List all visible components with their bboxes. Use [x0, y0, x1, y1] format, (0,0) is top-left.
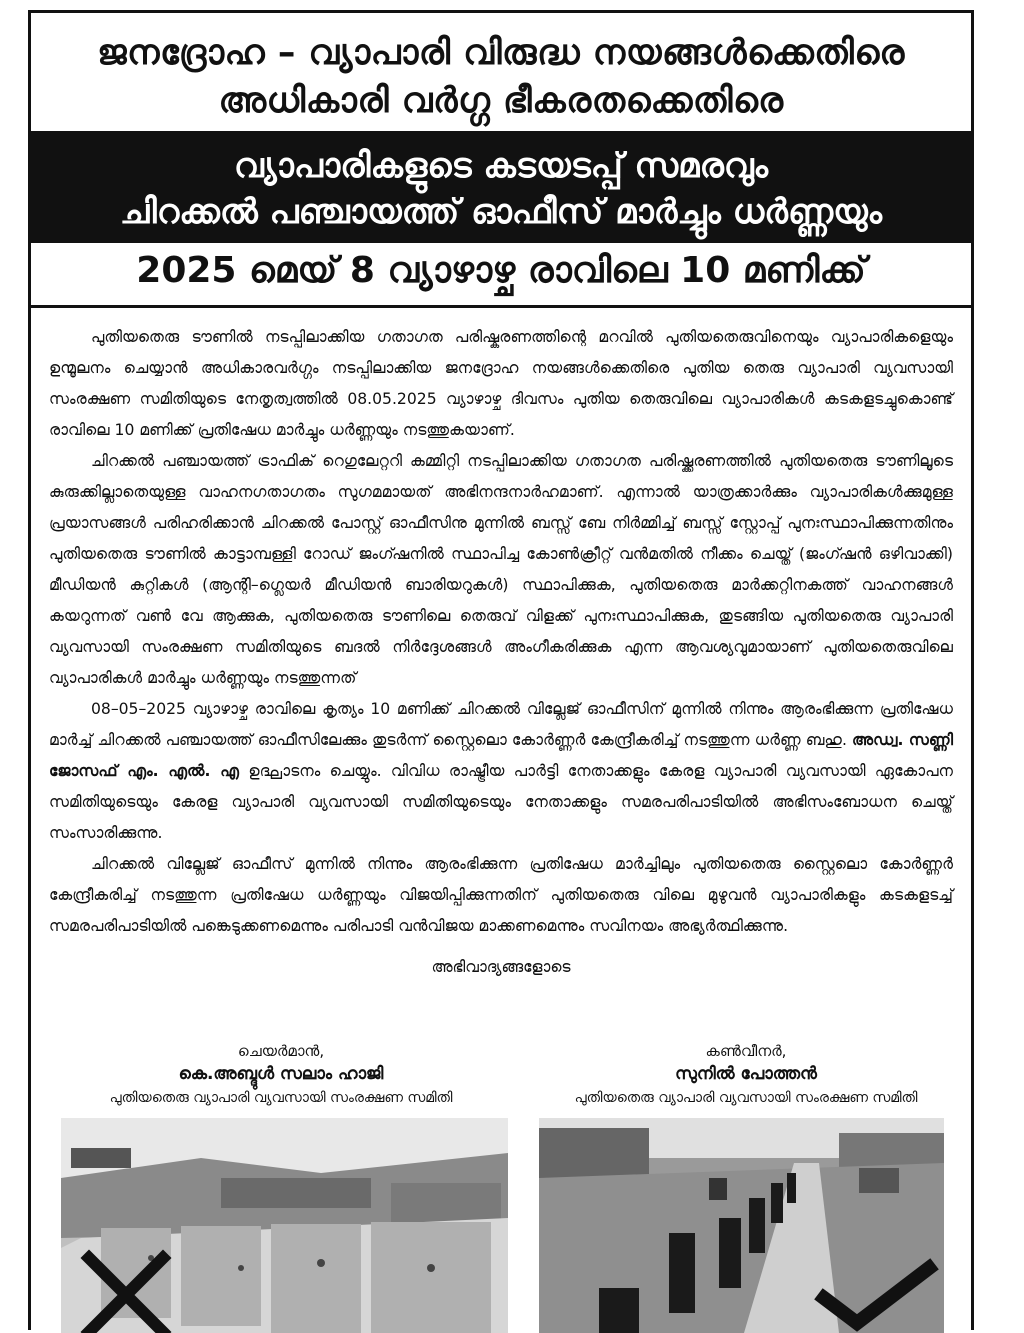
greeting: അഭിവാദ്യങ്ങളോടെ	[431, 958, 571, 976]
paragraph-3	[49, 694, 953, 849]
paragraph-4: ചിറക്കൽ വില്ലേജ് ഓഫീസ് മുന്നിൽ നിന്നും ആരംഭിക്കുന്ന പ്രതിഷേധ മാർച്ചിലും പുതിയതെരു സ്റ്റൈലൊ കോർണ്ണർ കേന്ദ്രീകരിച്ച് നടത്തുന്ന പ്രതിഷേധ ധർണ്ണയും വിജയിപ്പിക്കുന്നതിന് പുതിയതെരു വിലെ മുഴുവൻ വ്യാപാരികളും കടകളടച്ച് സമരപരിപാടിയിൽ പങ്കെടുക്കണമെന്നും പരിപാടി വൻവിജയ മാക്കണമെന്നും സവിനയം അഭ്യർത്ഥിക്കുന്നു.	[49, 855, 953, 935]
header	[31, 13, 971, 131]
banner	[31, 131, 971, 243]
paragraph-2: ചിറക്കൽ പഞ്ചായത്ത് ട്രാഫിക് റെഗുലേറ്ററി കമ്മിറ്റി നടപ്പിലാക്കിയ ഗതാഗത പരിഷ്ക്കരണത്തിൽ പുതിയതെരു ടൗണിലൂടെ കുരുക്കില്ലാതെയുള്ള വാഹനഗതാഗതം സുഗമമായത് അഭിനന്ദനാർഹമാണ്. എന്നാൽ യാത്രക്കാർക്കും വ്യാപാരികൾക്കുമുള്ള പ്രയാസങ്ങൾ പരിഹരിക്കാൻ ചിറക്കൽ പോസ്റ്റ് ഓഫീസിനു മുന്നിൽ ബസ്സ് ബേ നിർമ്മിച്ച് ബസ്സ് സ്റ്റോപ്പ് പുനഃസ്ഥാപിക്കുന്നതിനും പുതിയതെരു ടൗണിൽ കാട്ടാമ്പള്ളി റോഡ് ജംഗ്ഷനിൽ സ്ഥാപിച്ച കോൺക്രീറ്റ് വൻമതിൽ നീക്കം ചെയ്ത് (ജംഗ്ഷൻ ഒഴിവാക്കി) മീഡിയൻ കുറ്റികൾ (ആന്റി–ഗ്ലെയർ മീഡിയൻ ബാരിയറുകൾ) സ്ഥാപിക്കുക, പുതിയതെരു മാർക്കറ്റിനകത്ത് വാഹനങ്ങൾ കയറുന്നത് വൺ വേ ആക്കുക, പുതിയതെരു ടൗണിലെ തെരുവ് വിളക്ക് പുനഃസ്ഥാപിക്കുക, തുടങ്ങിയ പുതിയതെരു വ്യാപാരി വ്യവസായി സംരക്ഷണ സമിതിയുടെ ബദൽ നിർദ്ദേശങ്ങൾ അംഗീകരിക്കുക എന്ന ആവശ്യവുമായാണ് പുതിയതെരുവിലെ വ്യാപാരികൾ മാർച്ചും ധർണ്ണയും നടത്തുന്നത്	[49, 452, 953, 687]
header-line-1: ജനദ്രോഹ – വ്യാപാരി വിരുദ്ധ നയങ്ങൾക്കെതിരെ	[97, 33, 905, 73]
body-text	[31, 308, 971, 978]
date-line: 2025 മെയ് 8 വ്യാഴാഴ്ച രാവിലെ 10 മണിക്ക്	[31, 243, 971, 308]
signatory-org: പുതിയതെരു വ്യാപാരി വ്യവസായി സംരക്ഷണ സമിതി	[574, 1090, 918, 1106]
signatory-name: കെ.അബ്ദുൾ സലാം ഹാജി	[178, 1064, 384, 1084]
signatory-name: സുനിൽ പോത്തൻ	[675, 1064, 817, 1084]
banner-line-1: വ്യാപാരികളുടെ കടയടപ്പ് സമരവും	[234, 146, 768, 186]
header-line-2: അധികാരി വർഗ്ഗ ഭീകരതക്കെതിരെ	[218, 81, 784, 121]
banner-line-2: ചിറക്കൽ പഞ്ചായത്ത് ഓഫീസ് മാർച്ചും ധർണ്ണയും	[119, 192, 883, 232]
signatory-chairman	[61, 1041, 501, 1109]
paragraph-3-end: ഉദ്ഘാടനം ചെയ്യും. വിവിധ രാഷ്ട്രീയ പാർട്ടി നേതാക്കളും കേരള വ്യാപാരി വ്യവസായി ഏകോപന സമിതിയുടെയും കേരള വ്യാപാരി വ്യവസായി സമിതിയുടെയും നേതാക്കളും സമരപരിപാടിയിൽ അഭിസംബോധന ചെയ്ത് സംസാരിക്കുന്നു.	[49, 762, 953, 842]
signatory-role: കൺവീനർ,	[705, 1042, 787, 1060]
signatory-role: ചെയർമാൻ,	[237, 1042, 325, 1060]
median-bollard-photo	[539, 1118, 944, 1333]
concrete-barrier-photo	[61, 1118, 508, 1333]
inaugurator-name: അഡ്വ. സണ്ണി ജോസഫ് എം. എൽ. എ	[49, 731, 953, 780]
notice-frame	[28, 10, 974, 1330]
paragraph-3-start: 08–05–2025 വ്യാഴാഴ്ച രാവിലെ കൃത്യം 10 മണിക്ക് ചിറക്കൽ വില്ലേജ് ഓഫീസിന് മുന്നിൽ നിന്നും ആരംഭിക്കുന്ന പ്രതിഷേധ മാർച്ച് ചിറക്കൽ പഞ്ചായത്ത് ഓഫീസിലേക്കും തുടർന്ന് സ്റ്റൈലൊ കോർണ്ണർ കേന്ദ്രീകരിച്ച് നടത്തുന്ന ധർണ്ണ ബഹു.	[49, 700, 953, 749]
signatory-convener	[531, 1041, 961, 1109]
signatory-org: പുതിയതെരു വ്യാപാരി വ്യവസായി സംരക്ഷണ സമിതി	[109, 1090, 453, 1106]
paragraph-1: പുതിയതെരു ടൗണിൽ നടപ്പിലാക്കിയ ഗതാഗത പരിഷ്കരണത്തിന്റെ മറവിൽ പുതിയതെരുവിനെയും വ്യാപാരികളെയും ഉന്മൂലനം ചെയ്യാൻ അധികാരവർഗ്ഗം നടപ്പിലാക്കിയ ജനദ്രോഹ നയങ്ങൾക്കെതിരെ പുതിയ തെരു വ്യാപാരി വ്യവസായി സംരക്ഷണ സമിതിയുടെ നേതൃത്വത്തിൽ 08.05.2025 വ്യാഴാഴ്ച ദിവസം പുതിയ തെരുവിലെ വ്യാപാരികൾ കടകളടച്ചുകൊണ്ട് രാവിലെ 10 മണിക്ക് പ്രതിഷേധ മാർച്ചും ധർണ്ണയും നടത്തുകയാണ്.	[49, 328, 953, 439]
